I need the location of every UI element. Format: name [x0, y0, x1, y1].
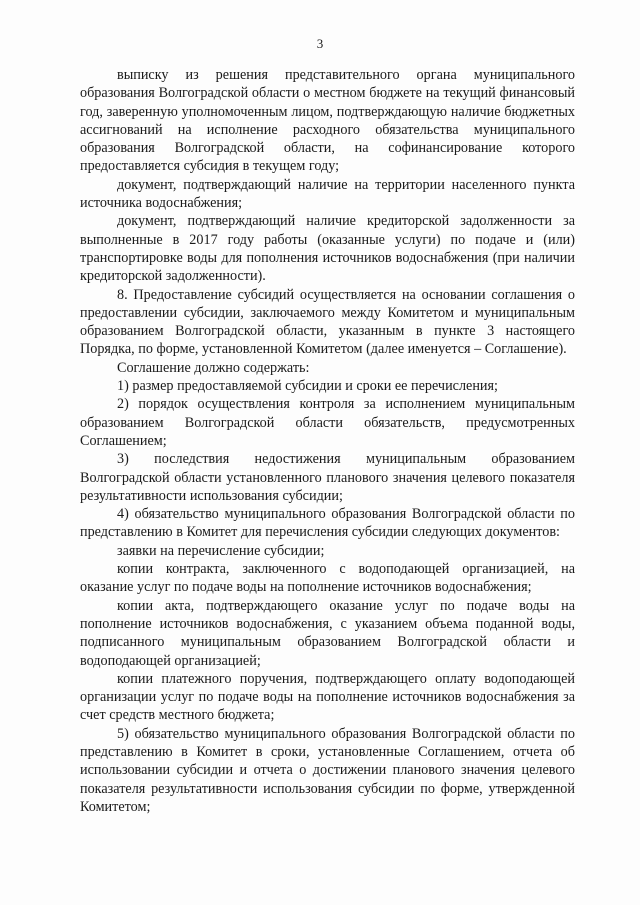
paragraph-item-5: 5) обязательство муниципального образования Волгоградской области по представлению в Комитет в сроки, установленные Соглашением, отчета об использовании субсидии и отчета о достижении планового значения целевого показателя результативности использования субсидии по форме, утвержденной Комитетом; [80, 725, 575, 815]
paragraph-item-3: 3) последствия недостижения муниципальным образованием Волгоградской области установленного планового значения целевого показателя результативности использования субсидии; [80, 451, 575, 504]
paragraph-item-8-agreement: 8. Предоставление субсидий осуществляется на основании соглашения о предоставлении субсидии, заключаемого между Комитетом и муниципальным образованием Волгоградской области, указанным в пункте 3 настоящего Порядка, по форме, установленной Комитетом (далее именуется – Соглашение). [80, 286, 575, 358]
paragraph-subsidy-requests: заявки на перечисление субсидии; [117, 542, 325, 559]
paragraph-payment-order-copies: копии платежного поручения, подтверждающего оплату водоподающей организации услуг по подаче воды на пополнение источников водоснабжения за счет средств местного бюджета; [80, 670, 575, 724]
paragraph-act-copies: копии акта, подтверждающего оказание услуг по подаче воды на пополнение источников водоснабжения, с указанием объема поданной воды, подписанного муниципальным образованием Волгоградской области и водоподающей организацией; [80, 597, 575, 669]
document-body [80, 66, 575, 816]
page-number: 3 [316, 36, 324, 51]
paragraph-creditor-debt-document: документ, подтверждающий наличие кредиторской задолженности за выполненные в 2017 году работы (оказанные услуги) по подаче и (или) транспортировке воды для пополнения источников водоснабжения (при наличии кредиторской задолженности). [80, 213, 575, 285]
paragraph-contract-copies: копии контракта, заключенного с водоподающей организацией, на оказание услуг по подаче воды на пополнение источников водоснабжения; [80, 561, 575, 596]
paragraph-water-source-document: документ, подтверждающий наличие на территории населенного пункта источника водоснабжения; [80, 176, 575, 212]
paragraph-item-2: 2) порядок осуществления контроля за исполнением муниципальным образованием Волгоградской области обязательств, предусмотренных Соглашением; [80, 396, 575, 449]
paragraph-budget-extract: выписку из решения представительного органа муниципального образования Волгоградской области о местном бюджете на текущий финансовый год, заверенную уполномоченным лицом, подтверждающую наличие бюджетных ассигнований на исполнение расходного обязательства муниципального образования Волгоградской области, на софинансирование которого предоставляется субсидия в текущем году; [80, 67, 575, 175]
paragraph-item-1: 1) размер предоставляемой субсидии и сроки ее перечисления; [117, 378, 498, 395]
paragraph-item-4: 4) обязательство муниципального образования Волгоградской области по представлению в Комитет для перечисления субсидии следующих документов: [80, 506, 575, 541]
paragraph-agreement-contents: Соглашение должно содержать: [117, 359, 310, 376]
